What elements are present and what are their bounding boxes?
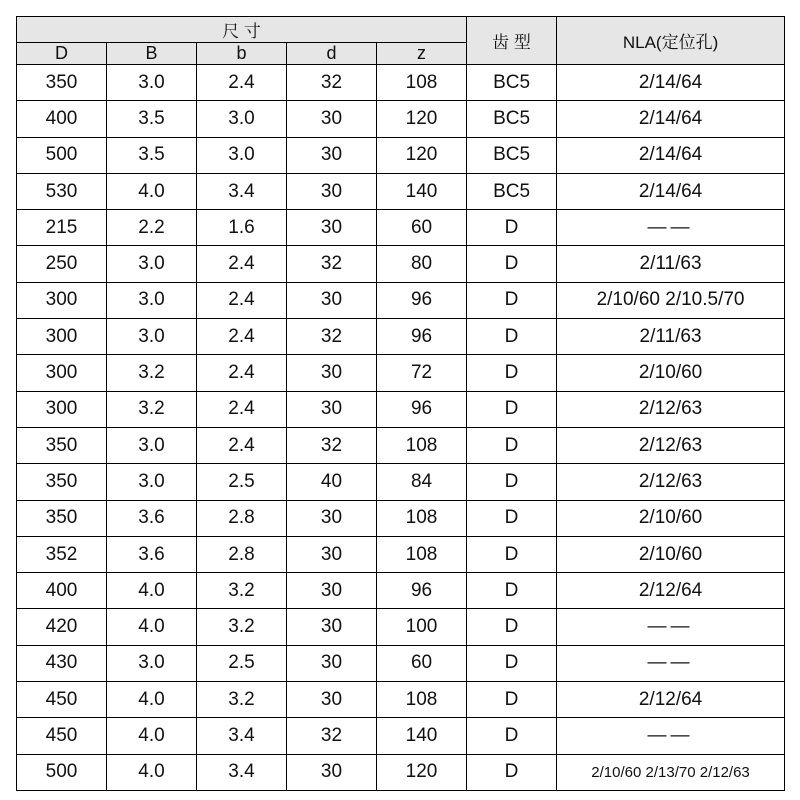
table-header <box>17 17 785 65</box>
table-row <box>17 65 785 101</box>
cell-z: 140 <box>377 173 467 209</box>
cell-z: 108 <box>377 536 467 572</box>
cell-tooth: D <box>467 464 557 500</box>
cell-tooth: BC5 <box>467 173 557 209</box>
cell-d: 300 <box>17 391 107 427</box>
tooth-type-header: 齿 型 <box>467 17 557 65</box>
cell-b: 3.4 <box>197 718 287 754</box>
table-row <box>17 754 785 790</box>
cell-d: 400 <box>17 101 107 137</box>
cell-tooth: D <box>467 718 557 754</box>
table-row <box>17 137 785 173</box>
cell-b: 1.6 <box>197 210 287 246</box>
cell-b: 3.0 <box>107 319 197 355</box>
cell-d: 30 <box>287 282 377 318</box>
cell-z: 108 <box>377 65 467 101</box>
cell-z: 80 <box>377 246 467 282</box>
nla-header: NLA(定位孔) <box>557 17 785 65</box>
cell-d: 350 <box>17 65 107 101</box>
cell-d: 530 <box>17 173 107 209</box>
cell-b: 3.0 <box>107 246 197 282</box>
cell-nla: 2/11/63 <box>557 319 785 355</box>
table-row <box>17 682 785 718</box>
cell-tooth: D <box>467 645 557 681</box>
cell-tooth: D <box>467 682 557 718</box>
cell-d: 500 <box>17 137 107 173</box>
table-row <box>17 391 785 427</box>
cell-nla: 2/10/60 <box>557 355 785 391</box>
cell-d: 32 <box>287 246 377 282</box>
cell-tooth: D <box>467 536 557 572</box>
cell-tooth: D <box>467 754 557 790</box>
cell-d: 32 <box>287 65 377 101</box>
cell-tooth: D <box>467 282 557 318</box>
cell-d: 30 <box>287 609 377 645</box>
cell-b: 4.0 <box>107 754 197 790</box>
cell-nla: —— <box>557 645 785 681</box>
cell-nla: 2/12/63 <box>557 464 785 500</box>
cell-nla: 2/14/64 <box>557 173 785 209</box>
cell-d: 30 <box>287 573 377 609</box>
column-header-D: D <box>17 43 107 65</box>
cell-b: 3.4 <box>197 173 287 209</box>
cell-tooth: D <box>467 427 557 463</box>
cell-d: 30 <box>287 754 377 790</box>
cell-z: 60 <box>377 210 467 246</box>
cell-d: 350 <box>17 464 107 500</box>
column-header-d: d <box>287 43 377 65</box>
cell-b: 3.0 <box>197 137 287 173</box>
cell-d: 32 <box>287 319 377 355</box>
table-row <box>17 464 785 500</box>
column-header-b: b <box>197 43 287 65</box>
cell-b: 2.2 <box>107 210 197 246</box>
cell-b: 2.4 <box>197 391 287 427</box>
cell-b: 2.4 <box>197 282 287 318</box>
cell-nla: 2/10/60 2/10.5/70 <box>557 282 785 318</box>
table-row <box>17 355 785 391</box>
cell-d: 300 <box>17 282 107 318</box>
cell-b: 2.5 <box>197 464 287 500</box>
cell-b: 4.0 <box>107 173 197 209</box>
cell-b: 3.6 <box>107 500 197 536</box>
cell-b: 3.0 <box>107 464 197 500</box>
cell-d: 30 <box>287 101 377 137</box>
cell-d: 30 <box>287 173 377 209</box>
cell-b: 3.0 <box>107 65 197 101</box>
cell-z: 120 <box>377 754 467 790</box>
cell-b: 3.0 <box>107 427 197 463</box>
cell-nla: —— <box>557 609 785 645</box>
cell-b: 3.2 <box>197 573 287 609</box>
cell-tooth: BC5 <box>467 101 557 137</box>
table-row <box>17 427 785 463</box>
table-row <box>17 573 785 609</box>
cell-d: 30 <box>287 536 377 572</box>
cell-d: 30 <box>287 500 377 536</box>
cell-z: 96 <box>377 573 467 609</box>
cell-b: 3.0 <box>107 645 197 681</box>
cell-d: 400 <box>17 573 107 609</box>
cell-z: 96 <box>377 391 467 427</box>
cell-b: 2.8 <box>197 536 287 572</box>
cell-d: 500 <box>17 754 107 790</box>
cell-d: 420 <box>17 609 107 645</box>
cell-d: 30 <box>287 355 377 391</box>
cell-b: 3.2 <box>197 609 287 645</box>
cell-d: 32 <box>287 718 377 754</box>
cell-z: 72 <box>377 355 467 391</box>
cell-d: 430 <box>17 645 107 681</box>
table-row <box>17 609 785 645</box>
cell-z: 60 <box>377 645 467 681</box>
cell-d: 30 <box>287 391 377 427</box>
cell-b: 2.5 <box>197 645 287 681</box>
cell-z: 108 <box>377 427 467 463</box>
cell-nla: 2/14/64 <box>557 137 785 173</box>
dimensions-group-header: 尺 寸 <box>17 17 467 43</box>
cell-z: 96 <box>377 282 467 318</box>
table-row <box>17 210 785 246</box>
table-row <box>17 246 785 282</box>
cell-tooth: D <box>467 391 557 427</box>
cell-d: 350 <box>17 427 107 463</box>
cell-d: 215 <box>17 210 107 246</box>
table-row <box>17 282 785 318</box>
cell-tooth: D <box>467 355 557 391</box>
column-header-B: B <box>107 43 197 65</box>
cell-b: 2.4 <box>197 427 287 463</box>
cell-tooth: D <box>467 246 557 282</box>
cell-z: 84 <box>377 464 467 500</box>
cell-d: 300 <box>17 355 107 391</box>
cell-z: 96 <box>377 319 467 355</box>
cell-d: 352 <box>17 536 107 572</box>
cell-z: 100 <box>377 609 467 645</box>
cell-b: 2.4 <box>197 65 287 101</box>
cell-b: 4.0 <box>107 718 197 754</box>
column-header-z: z <box>377 43 467 65</box>
cell-d: 350 <box>17 500 107 536</box>
cell-z: 108 <box>377 682 467 718</box>
cell-nla: 2/12/64 <box>557 682 785 718</box>
table-row <box>17 718 785 754</box>
cell-d: 30 <box>287 645 377 681</box>
table-row <box>17 319 785 355</box>
cell-b: 4.0 <box>107 682 197 718</box>
cell-b: 3.2 <box>107 391 197 427</box>
cell-nla: 2/11/63 <box>557 246 785 282</box>
cell-d: 450 <box>17 718 107 754</box>
cell-tooth: D <box>467 500 557 536</box>
cell-d: 30 <box>287 210 377 246</box>
cell-z: 120 <box>377 137 467 173</box>
table-row <box>17 645 785 681</box>
cell-tooth: D <box>467 319 557 355</box>
cell-z: 140 <box>377 718 467 754</box>
cell-nla: 2/12/63 <box>557 427 785 463</box>
spec-table <box>16 16 785 791</box>
cell-tooth: BC5 <box>467 65 557 101</box>
cell-nla: —— <box>557 210 785 246</box>
table-row <box>17 101 785 137</box>
cell-z: 120 <box>377 101 467 137</box>
cell-b: 3.2 <box>107 355 197 391</box>
cell-d: 30 <box>287 682 377 718</box>
cell-tooth: D <box>467 609 557 645</box>
cell-b: 4.0 <box>107 573 197 609</box>
table-row <box>17 500 785 536</box>
cell-d: 450 <box>17 682 107 718</box>
cell-b: 4.0 <box>107 609 197 645</box>
cell-tooth: D <box>467 573 557 609</box>
cell-d: 250 <box>17 246 107 282</box>
cell-d: 40 <box>287 464 377 500</box>
cell-tooth: BC5 <box>467 137 557 173</box>
cell-nla: 2/12/63 <box>557 391 785 427</box>
cell-b: 3.5 <box>107 137 197 173</box>
cell-nla: 2/10/60 <box>557 536 785 572</box>
cell-b: 3.6 <box>107 536 197 572</box>
cell-b: 2.4 <box>197 319 287 355</box>
cell-b: 3.0 <box>197 101 287 137</box>
table-body <box>17 65 785 791</box>
cell-b: 3.4 <box>197 754 287 790</box>
cell-d: 300 <box>17 319 107 355</box>
cell-b: 3.0 <box>107 282 197 318</box>
table-row <box>17 173 785 209</box>
cell-d: 30 <box>287 137 377 173</box>
cell-nla: 2/10/60 2/13/70 2/12/63 <box>557 754 785 790</box>
cell-b: 2.4 <box>197 355 287 391</box>
cell-nla: —— <box>557 718 785 754</box>
cell-b: 3.5 <box>107 101 197 137</box>
cell-tooth: D <box>467 210 557 246</box>
cell-b: 2.8 <box>197 500 287 536</box>
cell-nla: 2/10/60 <box>557 500 785 536</box>
cell-b: 2.4 <box>197 246 287 282</box>
cell-d: 32 <box>287 427 377 463</box>
cell-nla: 2/14/64 <box>557 65 785 101</box>
table-row <box>17 536 785 572</box>
cell-nla: 2/14/64 <box>557 101 785 137</box>
cell-nla: 2/12/64 <box>557 573 785 609</box>
cell-b: 3.2 <box>197 682 287 718</box>
cell-z: 108 <box>377 500 467 536</box>
